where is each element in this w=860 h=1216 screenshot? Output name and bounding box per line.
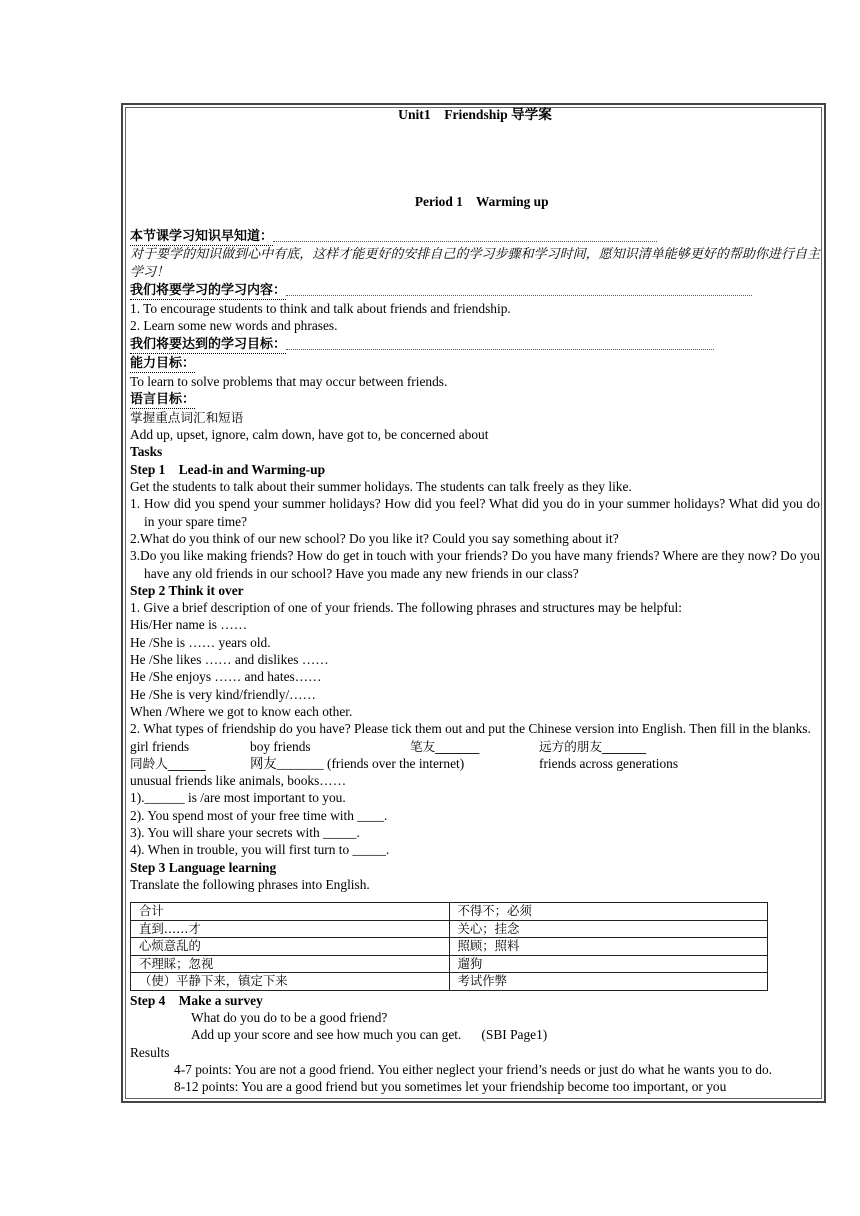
table-cell: 心烦意乱的 [131, 938, 450, 956]
step2-para-2: 2. What types of friendship do you have? Please tick them out and put the Chinese version into English. Then fill in the blanks. [130, 721, 811, 737]
table-cell: 合计 [131, 903, 450, 921]
goals-dotted-rule [286, 349, 714, 350]
step1-heading-text: Step 1 Lead-in and Warming-up [130, 461, 326, 477]
unusual-friends: unusual friends like animals, books…… [130, 773, 347, 789]
step4-line-2-text: Add up your score and see how much you can get. (SBI Page1) [191, 1027, 548, 1043]
step1-heading [130, 461, 820, 478]
period-title-text: Period 1 Warming up [414, 193, 549, 209]
friend-type: 远方的朋友_______ [539, 738, 647, 754]
result-2: 8-12 points: You are a good friend but you sometimes let your friendship become too important, or you [174, 1079, 727, 1095]
blank-item: 1).______ is /are most important to you. [130, 790, 346, 806]
blank-item: 2). You spend most of your free time with ____. [130, 807, 388, 823]
step4-line-1: What do you do to be a good friend? [191, 1010, 388, 1025]
table-cell: 考试作弊 [449, 973, 768, 991]
intro-text: 对于要学的知识做到心中有底，这样才能更好的安排自己的学习步骤和学习时间，愿知识清单能够更好的帮助你进行自主学习！ [130, 247, 820, 280]
step4-line-2 [130, 1026, 820, 1043]
step2-heading: Step 2 Think it over [130, 582, 244, 598]
friend-type: 笔友_______ [410, 738, 480, 754]
phrase-table [130, 902, 768, 991]
step1-question-3: 3.Do you like making friends? How do get in touch with your friends? Do you have many friends? Where are they now? Do you have any old friends in our school? Have you made any new friends in our class? [130, 548, 820, 581]
results-label: Results [130, 1044, 170, 1060]
content-item-1: 1. To encourage students to think and talk about friends and friendship. [130, 301, 511, 316]
step1-intro: Get the students to talk about their summer holidays. The students can talk freely as they like. [130, 479, 632, 495]
table-cell: 不得不；必须 [449, 903, 768, 921]
step3-intro: Translate the following phrases into English. [130, 876, 370, 892]
intro-dotted-rule [273, 241, 657, 242]
friend-types-row-2 [130, 755, 820, 772]
table-cell: 直到……才 [131, 920, 450, 938]
step3-heading: Step 3 Language learning [130, 859, 277, 875]
table-row [131, 938, 768, 956]
table-cell: 照顾；照料 [449, 938, 768, 956]
friend-types-row-1 [130, 738, 820, 755]
document-body [130, 106, 820, 1095]
structure-line: His/Her name is …… [130, 617, 248, 633]
step4-heading [130, 992, 820, 1009]
table-row [131, 903, 768, 921]
table-cell: （使）平静下来，镇定下来 [131, 973, 450, 991]
goals-heading: 我们将要达到的学习目标： [130, 336, 287, 352]
blank-item: 4). When in trouble, you will first turn to _____. [130, 842, 390, 858]
table-row [131, 955, 768, 973]
friend-type: 同龄人______ [130, 755, 206, 771]
table-cell: 关心；挂念 [449, 920, 768, 938]
table-cell: 不理睬；忽视 [131, 955, 450, 973]
ability-heading-line [130, 354, 820, 373]
content-heading-line [130, 281, 820, 300]
friend-type: 网友_______ (friends over the internet) [250, 755, 465, 771]
intro-heading: 本节课学习知识早知道： [130, 229, 274, 245]
structure-line: He /She likes …… and dislikes …… [130, 652, 329, 668]
structure-line: He /She is very kind/friendly/…… [130, 686, 316, 702]
ability-heading: 能力目标： [130, 355, 196, 371]
doc-title [130, 106, 820, 123]
doc-title-text: Unit1 Friendship 导学案 [398, 107, 552, 122]
step2-para-1: 1. Give a brief description of one of your friends. The following phrases and structures may be helpful: [130, 600, 682, 616]
period-title [130, 175, 820, 227]
friend-type: girl friends [130, 738, 190, 754]
language-heading-line [130, 390, 820, 409]
result-1: 4-7 points: You are not a good friend. You either neglect your friend’s needs or just do what he wants you to do. [174, 1061, 773, 1077]
intro-heading-line [130, 227, 820, 246]
table-cell: 遛狗 [449, 955, 768, 973]
content-item-2: 2. Learn some new words and phrases. [130, 318, 338, 334]
step4-heading-text: Step 4 Make a survey [130, 992, 263, 1008]
language-heading: 语言目标： [130, 391, 196, 407]
language-en: Add up, upset, ignore, calm down, have got to, be concerned about [130, 427, 489, 443]
content-heading: 我们将要学习的学习内容： [130, 283, 287, 298]
step1-question-1: 1. How did you spend your summer holidays? How did you feel? What did you do in your summer holidays? What did you do in your spare time? [130, 496, 820, 529]
structure-line: He /She enjoys …… and hates…… [130, 669, 322, 685]
tasks-heading: Tasks [130, 444, 163, 460]
blank-item: 3). You will share your secrets with _____. [130, 825, 360, 841]
structure-line: He /She is …… years old. [130, 634, 271, 650]
goals-heading-line [130, 335, 820, 354]
step1-question-2: 2.What do you think of our new school? Do you like it? Could you say something about it? [130, 530, 619, 546]
friend-type: friends across generations [539, 755, 679, 771]
friend-type: boy friends [250, 738, 311, 754]
content-dotted-rule [286, 295, 752, 296]
table-row [131, 973, 768, 991]
ability-text: To learn to solve problems that may occur between friends. [130, 373, 448, 389]
language-cn: 掌握重点词汇和短语 [130, 409, 244, 425]
table-row [131, 920, 768, 938]
structure-line: When /Where we got to know each other. [130, 703, 353, 719]
